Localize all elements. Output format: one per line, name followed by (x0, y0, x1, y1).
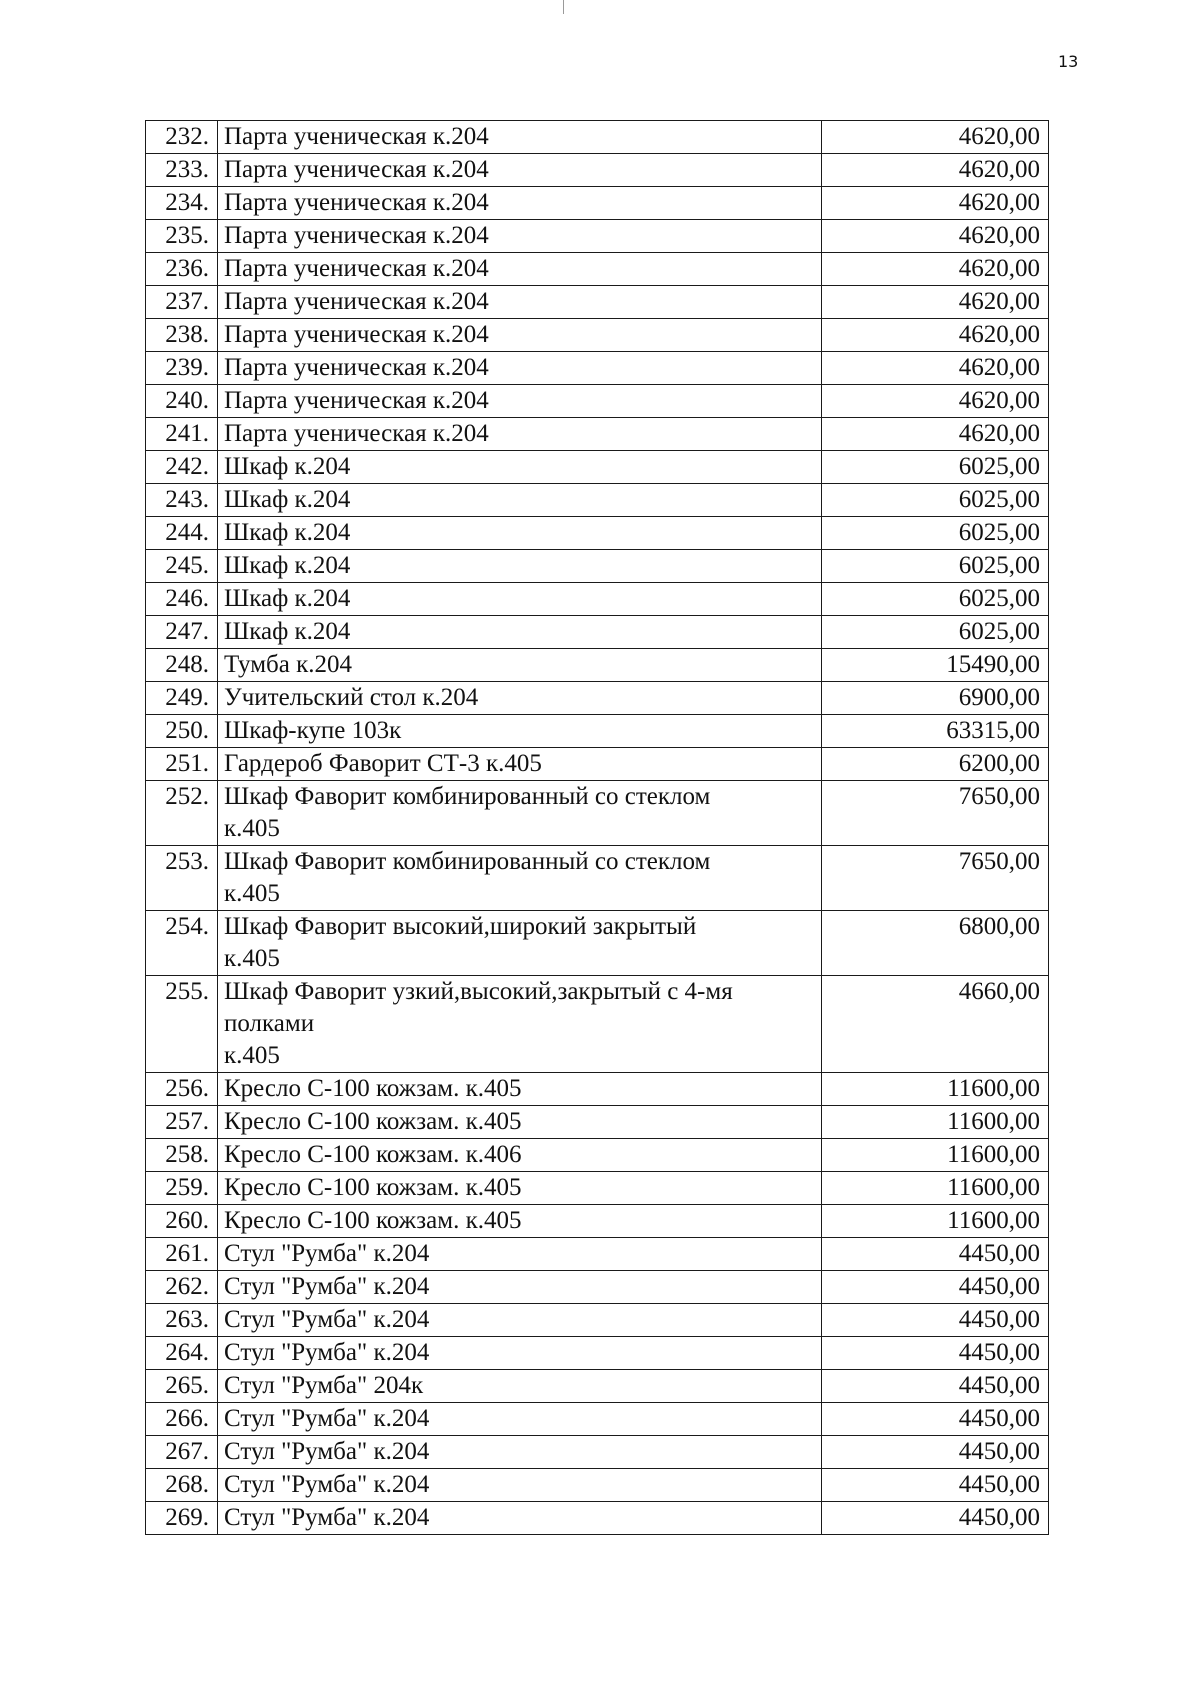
row-number-cell: 260. (146, 1205, 218, 1238)
table-row (146, 1337, 1049, 1370)
table-row (146, 286, 1049, 319)
item-price-cell: 4620,00 (822, 154, 1049, 187)
item-price-cell: 4620,00 (822, 385, 1049, 418)
item-name-cell: Шкаф к.204 (218, 484, 822, 517)
row-number-cell: 269. (146, 1502, 218, 1535)
table-row (146, 1271, 1049, 1304)
table-row (146, 1172, 1049, 1205)
item-name-cell: Шкаф к.204 (218, 517, 822, 550)
item-name-cell: Шкаф Фаворит узкий,высокий,закрытый с 4-мя полками к.405 (218, 976, 822, 1073)
table-row (146, 517, 1049, 550)
item-price-cell: 4450,00 (822, 1403, 1049, 1436)
table-row (146, 418, 1049, 451)
item-price-cell: 11600,00 (822, 1205, 1049, 1238)
row-number-cell: 250. (146, 715, 218, 748)
row-number-cell: 267. (146, 1436, 218, 1469)
item-price-cell: 4450,00 (822, 1502, 1049, 1535)
table-row (146, 1106, 1049, 1139)
item-price-cell: 7650,00 (822, 781, 1049, 846)
item-name-cell: Парта ученическая к.204 (218, 286, 822, 319)
item-price-cell: 4620,00 (822, 253, 1049, 286)
table-row (146, 682, 1049, 715)
table-row (146, 187, 1049, 220)
item-price-cell: 6025,00 (822, 451, 1049, 484)
item-name-cell: Тумба к.204 (218, 649, 822, 682)
table-row (146, 121, 1049, 154)
row-number-cell: 235. (146, 220, 218, 253)
table-row (146, 1073, 1049, 1106)
table-row (146, 649, 1049, 682)
row-number-cell: 261. (146, 1238, 218, 1271)
item-name-cell: Парта ученическая к.204 (218, 187, 822, 220)
item-name-cell: Шкаф к.204 (218, 583, 822, 616)
table-row (146, 220, 1049, 253)
row-number-cell: 265. (146, 1370, 218, 1403)
row-number-cell: 252. (146, 781, 218, 846)
row-number-cell: 240. (146, 385, 218, 418)
row-number-cell: 257. (146, 1106, 218, 1139)
item-price-cell: 4620,00 (822, 352, 1049, 385)
row-number-cell: 266. (146, 1403, 218, 1436)
item-name-cell: Шкаф к.204 (218, 616, 822, 649)
table-row (146, 1238, 1049, 1271)
item-name-cell: Парта ученическая к.204 (218, 121, 822, 154)
item-name-cell: Шкаф Фаворит комбинированный со стеклом к.405 (218, 781, 822, 846)
row-number-cell: 242. (146, 451, 218, 484)
item-price-cell: 4620,00 (822, 121, 1049, 154)
row-number-cell: 255. (146, 976, 218, 1073)
item-price-cell: 11600,00 (822, 1073, 1049, 1106)
row-number-cell: 237. (146, 286, 218, 319)
table-row (146, 846, 1049, 911)
item-name-cell: Кресло С-100 кожзам. к.405 (218, 1073, 822, 1106)
table-row (146, 1403, 1049, 1436)
item-price-cell: 4450,00 (822, 1271, 1049, 1304)
item-price-cell: 6025,00 (822, 484, 1049, 517)
scan-artifact-line (563, 0, 564, 14)
row-number-cell: 238. (146, 319, 218, 352)
item-price-cell: 4450,00 (822, 1304, 1049, 1337)
item-price-cell: 4450,00 (822, 1370, 1049, 1403)
item-price-cell: 6025,00 (822, 517, 1049, 550)
inventory-table (145, 120, 1049, 1535)
item-price-cell: 63315,00 (822, 715, 1049, 748)
table-row (146, 1502, 1049, 1535)
item-name-cell: Парта ученическая к.204 (218, 253, 822, 286)
table-row (146, 976, 1049, 1073)
row-number-cell: 244. (146, 517, 218, 550)
table-row (146, 1370, 1049, 1403)
page-number: 13 (1058, 52, 1079, 71)
table-row (146, 715, 1049, 748)
row-number-cell: 258. (146, 1139, 218, 1172)
row-number-cell: 232. (146, 121, 218, 154)
table-row (146, 583, 1049, 616)
item-name-cell: Стул "Румба" к.204 (218, 1403, 822, 1436)
row-number-cell: 256. (146, 1073, 218, 1106)
row-number-cell: 234. (146, 187, 218, 220)
item-price-cell: 6025,00 (822, 550, 1049, 583)
item-name-cell: Парта ученическая к.204 (218, 220, 822, 253)
table-row (146, 484, 1049, 517)
item-price-cell: 11600,00 (822, 1139, 1049, 1172)
item-price-cell: 6200,00 (822, 748, 1049, 781)
row-number-cell: 249. (146, 682, 218, 715)
item-name-cell: Шкаф Фаворит высокий,широкий закрытый к.405 (218, 911, 822, 976)
item-name-cell: Стул "Румба" к.204 (218, 1337, 822, 1370)
row-number-cell: 247. (146, 616, 218, 649)
item-name-cell: Парта ученическая к.204 (218, 418, 822, 451)
item-name-cell: Кресло С-100 кожзам. к.405 (218, 1172, 822, 1205)
row-number-cell: 233. (146, 154, 218, 187)
item-name-cell: Шкаф к.204 (218, 451, 822, 484)
item-price-cell: 4620,00 (822, 319, 1049, 352)
table-row (146, 1304, 1049, 1337)
table-row (146, 154, 1049, 187)
item-price-cell: 4620,00 (822, 220, 1049, 253)
item-name-cell: Гардероб Фаворит СТ-3 к.405 (218, 748, 822, 781)
row-number-cell: 239. (146, 352, 218, 385)
item-price-cell: 6800,00 (822, 911, 1049, 976)
table-row (146, 1139, 1049, 1172)
item-name-cell: Стул "Румба" к.204 (218, 1502, 822, 1535)
item-name-cell: Учительский стол к.204 (218, 682, 822, 715)
item-price-cell: 11600,00 (822, 1172, 1049, 1205)
item-name-cell: Стул "Румба" к.204 (218, 1469, 822, 1502)
table-row (146, 319, 1049, 352)
table-row (146, 352, 1049, 385)
row-number-cell: 259. (146, 1172, 218, 1205)
item-name-cell: Парта ученическая к.204 (218, 385, 822, 418)
item-name-cell: Стул "Румба" к.204 (218, 1238, 822, 1271)
item-name-cell: Парта ученическая к.204 (218, 154, 822, 187)
row-number-cell: 263. (146, 1304, 218, 1337)
row-number-cell: 245. (146, 550, 218, 583)
row-number-cell: 248. (146, 649, 218, 682)
item-price-cell: 4450,00 (822, 1238, 1049, 1271)
item-price-cell: 15490,00 (822, 649, 1049, 682)
table-row (146, 1469, 1049, 1502)
item-name-cell: Парта ученическая к.204 (218, 319, 822, 352)
item-name-cell: Стул "Румба" к.204 (218, 1304, 822, 1337)
table-row (146, 616, 1049, 649)
item-price-cell: 6900,00 (822, 682, 1049, 715)
item-name-cell: Стул "Румба" 204к (218, 1370, 822, 1403)
row-number-cell: 253. (146, 846, 218, 911)
table-row (146, 253, 1049, 286)
row-number-cell: 251. (146, 748, 218, 781)
item-name-cell: Шкаф-купе 103к (218, 715, 822, 748)
item-price-cell: 4620,00 (822, 286, 1049, 319)
table-row (146, 748, 1049, 781)
item-price-cell: 7650,00 (822, 846, 1049, 911)
item-price-cell: 4620,00 (822, 418, 1049, 451)
item-price-cell: 4450,00 (822, 1337, 1049, 1370)
inventory-table-body (146, 121, 1049, 1535)
item-price-cell: 6025,00 (822, 583, 1049, 616)
item-name-cell: Кресло С-100 кожзам. к.405 (218, 1205, 822, 1238)
item-name-cell: Парта ученическая к.204 (218, 352, 822, 385)
item-price-cell: 6025,00 (822, 616, 1049, 649)
item-name-cell: Стул "Румба" к.204 (218, 1436, 822, 1469)
table-row (146, 911, 1049, 976)
item-price-cell: 4620,00 (822, 187, 1049, 220)
row-number-cell: 243. (146, 484, 218, 517)
item-price-cell: 4450,00 (822, 1436, 1049, 1469)
item-name-cell: Шкаф к.204 (218, 550, 822, 583)
table-row (146, 1205, 1049, 1238)
item-price-cell: 4450,00 (822, 1469, 1049, 1502)
row-number-cell: 268. (146, 1469, 218, 1502)
item-name-cell: Шкаф Фаворит комбинированный со стеклом к.405 (218, 846, 822, 911)
item-price-cell: 4660,00 (822, 976, 1049, 1073)
table-row (146, 550, 1049, 583)
item-price-cell: 11600,00 (822, 1106, 1049, 1139)
table-row (146, 781, 1049, 846)
item-name-cell: Кресло С-100 кожзам. к.405 (218, 1106, 822, 1139)
item-name-cell: Кресло С-100 кожзам. к.406 (218, 1139, 822, 1172)
table-row (146, 1436, 1049, 1469)
table-row (146, 385, 1049, 418)
row-number-cell: 236. (146, 253, 218, 286)
table-row (146, 451, 1049, 484)
row-number-cell: 241. (146, 418, 218, 451)
row-number-cell: 246. (146, 583, 218, 616)
row-number-cell: 264. (146, 1337, 218, 1370)
item-name-cell: Стул "Румба" к.204 (218, 1271, 822, 1304)
row-number-cell: 262. (146, 1271, 218, 1304)
row-number-cell: 254. (146, 911, 218, 976)
